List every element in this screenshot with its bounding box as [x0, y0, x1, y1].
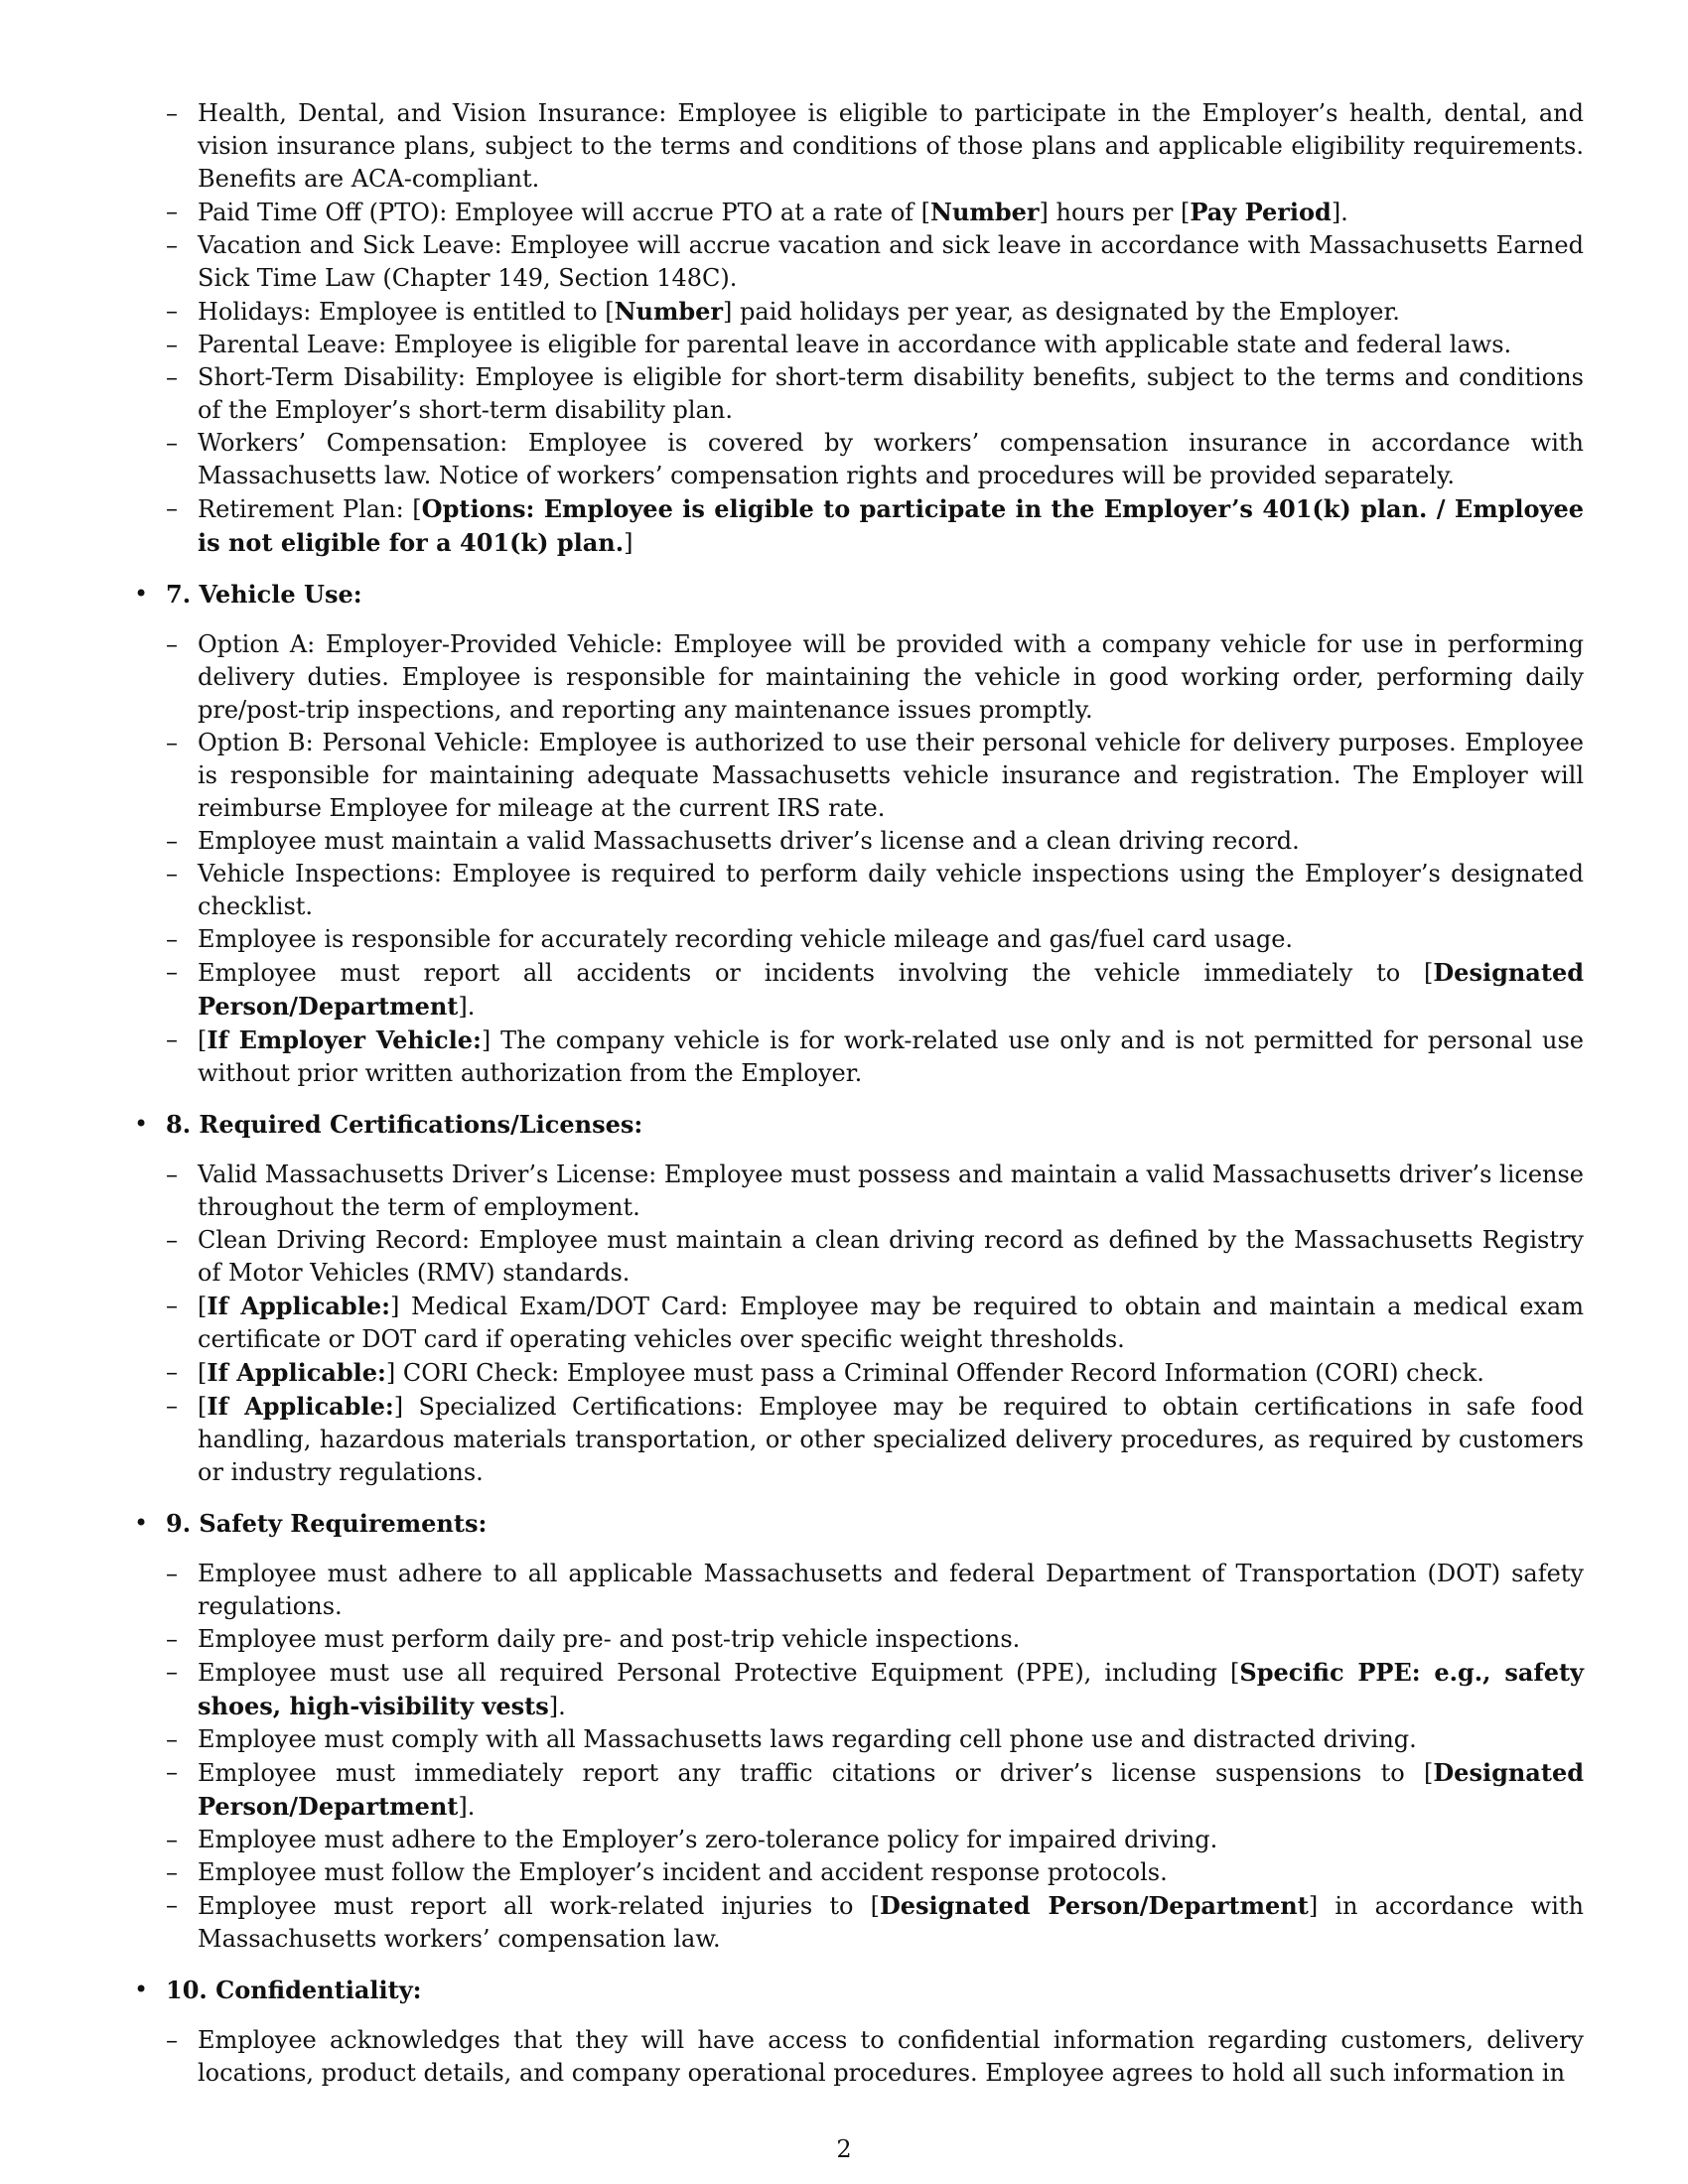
- section-items: [134, 2024, 1584, 2090]
- item-text: Vacation and Sick Leave: Employee will accrue vacation and sick leave in accordance with Massachusetts Earned Sick Time Law (Chapter 149, Section 148C).: [198, 231, 1584, 292]
- item-text: [: [198, 1393, 208, 1421]
- dash-bullet: –: [166, 1625, 178, 1653]
- placeholder-field: Designated Person/Department: [879, 1891, 1309, 1920]
- bullet-dot: •: [134, 1110, 149, 1138]
- section: [134, 1974, 1584, 2090]
- item-text: ] in accordance with Massachusetts workers’ compensation law.: [198, 1892, 1584, 1953]
- item-text: ] Medical Exam/DOT Card: Employee may be required to obtain and maintain a medical exam certificate or DOT card if operating vehicles over specific weight thresholds.: [198, 1293, 1584, 1353]
- dash-bullet: –: [166, 729, 178, 756]
- dash-bullet: –: [166, 827, 178, 855]
- dash-bullet: –: [166, 297, 178, 325]
- dash-bullet: –: [166, 494, 178, 522]
- item-text: Parental Leave: Employee is eligible for parental leave in accordance with applicable state and federal laws.: [198, 331, 1512, 358]
- section: [134, 578, 1584, 1090]
- item-text: ].: [548, 1693, 566, 1720]
- item-text: Employee must adhere to all applicable Massachusetts and federal Department of Transportation (DOT) safety regulations.: [198, 1560, 1584, 1620]
- dash-bullet: –: [166, 1560, 178, 1587]
- benefits-list-continued: [134, 97, 1584, 560]
- dash-bullet: –: [166, 1292, 178, 1319]
- dash-bullet: –: [166, 1891, 178, 1919]
- section-items: [134, 1159, 1584, 1489]
- section-items: [134, 628, 1584, 1090]
- list-item: [134, 427, 1584, 492]
- list-item: [134, 329, 1584, 361]
- list-item: [134, 1756, 1584, 1824]
- item-text: Employee must follow the Employer’s incident and accident response protocols.: [198, 1858, 1168, 1886]
- item-text: [: [198, 1359, 208, 1387]
- placeholder-field: Options: Employee is eligible to participate in the Employer’s 401(k) plan. / Employee is not eligible for a 401(k) plan.: [198, 494, 1584, 557]
- item-text: ]: [624, 529, 633, 557]
- placeholder-field: If Employer Vehicle:: [207, 1025, 482, 1054]
- item-text: Employee must maintain a valid Massachusetts driver’s license and a clean driving record.: [198, 827, 1300, 855]
- list-item: [134, 229, 1584, 295]
- dash-bullet: –: [166, 1025, 178, 1053]
- item-text: ].: [1331, 199, 1348, 226]
- dash-bullet: –: [166, 1758, 178, 1786]
- item-text: ] paid holidays per year, as designated by the Employer.: [723, 298, 1400, 326]
- item-text: Vehicle Inspections: Employee is required to perform daily vehicle inspections using the Employer’s designated checklist.: [198, 860, 1584, 920]
- dash-bullet: –: [166, 1226, 178, 1254]
- document-body: [134, 97, 1584, 2090]
- section-title: 7. Vehicle Use:: [166, 580, 362, 609]
- dash-bullet: –: [166, 1826, 178, 1853]
- item-text: [: [198, 1026, 208, 1054]
- item-text: Employee acknowledges that they will have access to confidential information regarding customers, delivery locations, product details, and company operational procedures. Employee agrees to hold all such information in: [198, 2026, 1584, 2087]
- dash-bullet: –: [166, 231, 178, 259]
- dash-bullet: –: [166, 860, 178, 887]
- dash-bullet: –: [166, 1160, 178, 1188]
- dash-bullet: –: [166, 331, 178, 358]
- item-text: Retirement Plan: [: [198, 495, 422, 523]
- item-text: Health, Dental, and Vision Insurance: Employee is eligible to participate in the Employer’s health, dental, and vision insurance plans, subject to the terms and conditions of those plans and applicable eligibility requirements. Benefits are ACA-compliant.: [198, 99, 1584, 193]
- dash-bullet: –: [166, 99, 178, 127]
- sections-list: [134, 578, 1584, 2090]
- dash-bullet: –: [166, 1658, 178, 1686]
- placeholder-field: If Applicable:: [207, 1358, 386, 1387]
- placeholder-field: Number: [930, 198, 1040, 226]
- item-text: ].: [458, 1793, 476, 1821]
- item-text: Employee is responsible for accurately recording vehicle mileage and gas/fuel card usage.: [198, 925, 1294, 953]
- item-text: Employee must report all work-related injuries to [: [198, 1892, 880, 1920]
- list-item: [134, 1024, 1584, 1090]
- dash-bullet: –: [166, 1358, 178, 1386]
- item-text: Holidays: Employee is entitled to [: [198, 298, 615, 326]
- list-item: [134, 1558, 1584, 1623]
- dash-bullet: –: [166, 1858, 178, 1886]
- dash-bullet: –: [166, 925, 178, 953]
- item-text: Employee must immediately report any traffic citations or driver’s license suspensions to [: [198, 1759, 1434, 1787]
- list-item: [134, 1656, 1584, 1723]
- bullet-dot: •: [134, 1509, 149, 1537]
- item-text: Short-Term Disability: Employee is eligible for short-term disability benefits, subject to the terms and conditions of the Employer’s short-term disability plan.: [198, 363, 1584, 424]
- list-item: [134, 196, 1584, 229]
- list-item: [134, 361, 1584, 427]
- placeholder-field: If Applicable:: [207, 1392, 394, 1421]
- section-title: 9. Safety Requirements:: [166, 1509, 488, 1538]
- section-title: 8. Required Certifications/Licenses:: [166, 1110, 643, 1139]
- item-text: ].: [458, 993, 476, 1021]
- page-number: 2: [836, 2135, 852, 2163]
- section-items: [134, 1558, 1584, 1956]
- list-item: [134, 295, 1584, 329]
- dash-bullet: –: [166, 958, 178, 986]
- item-text: Employee must report all accidents or incidents involving the vehicle immediately to [: [198, 959, 1434, 987]
- item-text: ] Specialized Certifications: Employee may be required to obtain certifications in safe food handling, hazardous materials transportation, or other specialized delivery procedures, as required by customers or industry regulations.: [198, 1393, 1585, 1486]
- list-item: [134, 1224, 1584, 1290]
- item-text: Employee must adhere to the Employer’s zero-tolerance policy for impaired driving.: [198, 1826, 1218, 1853]
- list-item: [134, 956, 1584, 1024]
- list-item: [134, 727, 1584, 825]
- dash-bullet: –: [166, 198, 178, 225]
- list-item: [134, 1390, 1584, 1489]
- dash-bullet: –: [166, 630, 178, 658]
- dash-bullet: –: [166, 429, 178, 457]
- item-text: ] hours per [: [1039, 199, 1191, 226]
- section-title: 10. Confidentiality:: [166, 1976, 422, 2004]
- list-item: [134, 1856, 1584, 1889]
- item-text: Option B: Personal Vehicle: Employee is authorized to use their personal vehicle for delivery purposes. Employee is responsible for maintaining adequate Massachusetts vehicle insurance and registration. The Employer will reimburse Employee for mileage at the current IRS rate.: [198, 729, 1584, 822]
- section: [134, 1507, 1584, 1956]
- bullet-dot: •: [134, 580, 149, 608]
- list-item: [134, 923, 1584, 956]
- item-text: [: [198, 1293, 208, 1320]
- placeholder-field: Designated Person/Department: [198, 1758, 1584, 1821]
- item-text: Valid Massachusetts Driver’s License: Employee must possess and maintain a valid Massachusetts driver’s license throughout the term of employment.: [198, 1160, 1584, 1221]
- list-item: [134, 1623, 1584, 1656]
- dash-bullet: –: [166, 1392, 178, 1420]
- item-text: Employee must use all required Personal Protective Equipment (PPE), including [: [198, 1659, 1240, 1687]
- list-item: [134, 492, 1584, 560]
- placeholder-field: Number: [614, 297, 724, 326]
- item-text: Clean Driving Record: Employee must maintain a clean driving record as defined by the Massachusetts Registry of Motor Vehicles (RMV) standards.: [198, 1226, 1584, 1287]
- placeholder-field: Pay Period: [1190, 198, 1332, 226]
- dash-bullet: –: [166, 2026, 178, 2054]
- dash-bullet: –: [166, 363, 178, 391]
- list-item: [134, 1889, 1584, 1956]
- item-text: ] CORI Check: Employee must pass a Criminal Offender Record Information (CORI) check.: [385, 1359, 1484, 1387]
- item-text: Workers’ Compensation: Employee is covered by workers’ compensation insurance in accordance with Massachusetts law. Notice of workers’ compensation rights and procedures will be provided separately.: [198, 429, 1584, 489]
- item-text: Paid Time Off (PTO): Employee will accrue PTO at a rate of [: [198, 199, 931, 226]
- list-item: [134, 2024, 1584, 2090]
- bullet-dot: •: [134, 1976, 149, 2003]
- item-text: Option A: Employer-Provided Vehicle: Employee will be provided with a company vehicle for use in performing delivery duties. Employee is responsible for maintaining the vehicle in good working order, performing daily pre/post-trip inspections, and reporting any maintenance issues promptly.: [198, 630, 1584, 724]
- item-text: ] The company vehicle is for work-related use only and is not permitted for personal use without prior written authorization from the Employer.: [198, 1026, 1584, 1087]
- dash-bullet: –: [166, 1725, 178, 1753]
- list-item: [134, 858, 1584, 923]
- list-item: [134, 1824, 1584, 1856]
- list-item: [134, 1290, 1584, 1356]
- list-item: [134, 1356, 1584, 1390]
- item-text: Employee must comply with all Massachusetts laws regarding cell phone use and distracted driving.: [198, 1725, 1417, 1753]
- item-text: Employee must perform daily pre- and post-trip vehicle inspections.: [198, 1625, 1021, 1653]
- section: [134, 1108, 1584, 1489]
- list-item: [134, 1159, 1584, 1224]
- placeholder-field: Specific PPE: e.g., safety shoes, high-visibility vests: [198, 1658, 1585, 1720]
- placeholder-field: If Applicable:: [207, 1292, 390, 1320]
- list-item: [134, 97, 1584, 196]
- placeholder-field: Designated Person/Department: [198, 958, 1584, 1021]
- list-item: [134, 825, 1584, 858]
- list-item: [134, 628, 1584, 727]
- list-item: [134, 1723, 1584, 1756]
